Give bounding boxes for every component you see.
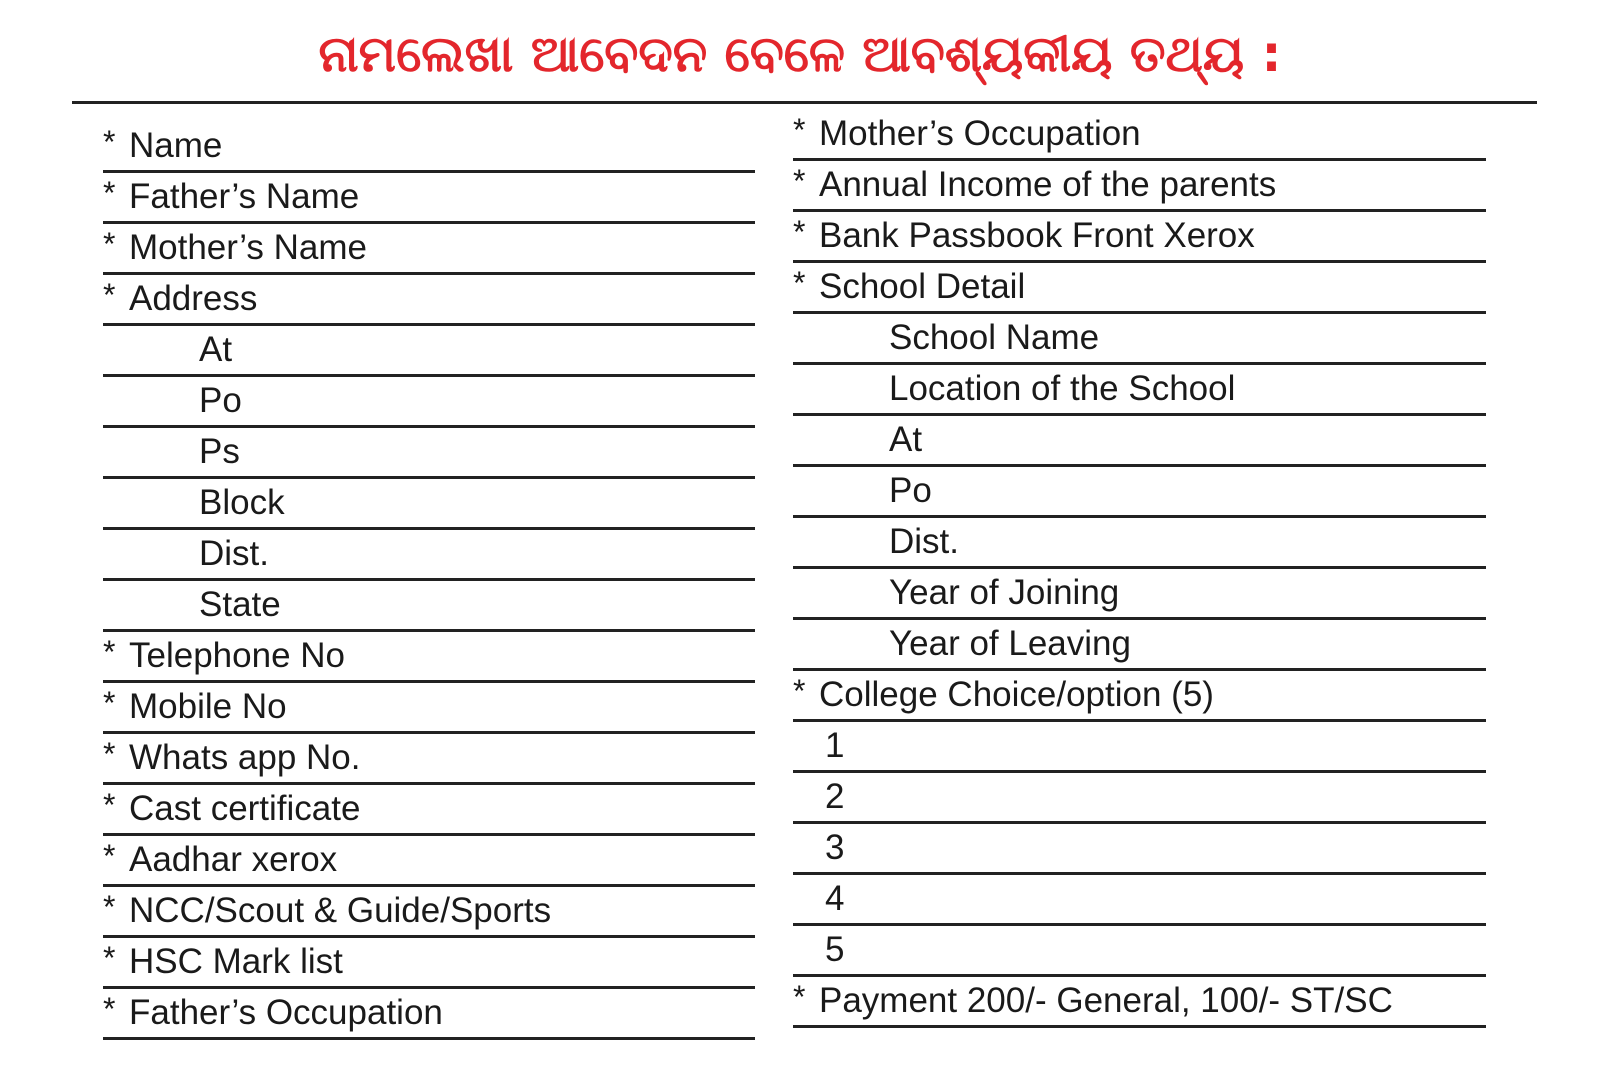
field-row-telephone-no xyxy=(103,632,755,683)
field-row-year-of-leaving xyxy=(793,620,1486,671)
field-row-address xyxy=(103,275,755,326)
field-label: Year of Leaving xyxy=(889,624,1131,663)
field-row-dist xyxy=(103,530,755,581)
required-marker: * xyxy=(793,112,806,148)
field-label: Dist. xyxy=(889,522,959,561)
field-label: Block xyxy=(199,483,285,522)
field-label: Name xyxy=(129,126,223,165)
field-label: Aadhar xerox xyxy=(129,840,338,879)
field-row-mobile-no xyxy=(103,683,755,734)
field-row-father-s-occupation xyxy=(103,989,755,1040)
required-marker: * xyxy=(793,163,806,199)
field-row-4 xyxy=(793,875,1486,926)
required-marker: * xyxy=(103,226,116,262)
field-label: NCC/Scout & Guide/Sports xyxy=(129,891,552,930)
field-label: At xyxy=(199,330,233,369)
field-row-whats-app-no xyxy=(103,734,755,785)
field-label: Mobile No xyxy=(129,687,287,726)
required-marker: * xyxy=(793,265,806,301)
field-row-mother-s-occupation xyxy=(793,110,1486,161)
field-row-cast-certificate xyxy=(103,785,755,836)
field-row-annual-income-of-the-parents xyxy=(793,161,1486,212)
field-label: 5 xyxy=(825,930,845,969)
field-label: Year of Joining xyxy=(889,573,1120,612)
required-marker: * xyxy=(103,685,116,721)
field-row-ncc-scout-guide-sports xyxy=(103,887,755,938)
field-row-mother-s-name xyxy=(103,224,755,275)
required-marker: * xyxy=(103,736,116,772)
field-label: HSC Mark list xyxy=(129,942,343,981)
field-label: Mother’s Occupation xyxy=(819,114,1141,153)
field-label: State xyxy=(199,585,281,624)
field-label: Father’s Occupation xyxy=(129,993,443,1032)
field-label: Payment 200/- General, 100/- ST/SC xyxy=(819,981,1393,1020)
field-label: 2 xyxy=(825,777,845,816)
field-row-state xyxy=(103,581,755,632)
form-title: ନାମଲେଖା ଆବେଦନ ବେଳେ ଆବଶ୍ୟକୀୟ ତଥ୍ୟ : xyxy=(318,25,1282,83)
field-row-1 xyxy=(793,722,1486,773)
field-row-year-of-joining xyxy=(793,569,1486,620)
required-marker: * xyxy=(103,787,116,823)
field-row-name xyxy=(103,122,755,173)
field-row-hsc-mark-list xyxy=(103,938,755,989)
field-label: 3 xyxy=(825,828,845,867)
field-row-dist xyxy=(793,518,1486,569)
field-label: Ps xyxy=(199,432,240,471)
required-marker: * xyxy=(103,277,116,313)
field-label: Whats app No. xyxy=(129,738,361,777)
field-row-college-choice-option-5 xyxy=(793,671,1486,722)
field-label: 4 xyxy=(825,879,845,918)
field-label: Father’s Name xyxy=(129,177,360,216)
field-label: Po xyxy=(889,471,932,510)
required-marker: * xyxy=(793,979,806,1015)
field-label: College Choice/option (5) xyxy=(819,675,1214,714)
field-row-bank-passbook-front-xerox xyxy=(793,212,1486,263)
required-marker: * xyxy=(103,634,116,670)
field-row-aadhar-xerox xyxy=(103,836,755,887)
required-marker: * xyxy=(103,124,116,160)
title-divider xyxy=(72,101,1537,104)
required-marker: * xyxy=(103,889,116,925)
required-marker: * xyxy=(103,940,116,976)
field-label: School Detail xyxy=(819,267,1026,306)
required-marker: * xyxy=(103,838,116,874)
field-row-3 xyxy=(793,824,1486,875)
field-row-block xyxy=(103,479,755,530)
field-label: Cast certificate xyxy=(129,789,361,828)
field-label: Po xyxy=(199,381,242,420)
field-row-5 xyxy=(793,926,1486,977)
field-label: At xyxy=(889,420,923,459)
field-label: School Name xyxy=(889,318,1100,357)
field-label: Dist. xyxy=(199,534,269,573)
field-row-at xyxy=(103,326,755,377)
field-row-school-name xyxy=(793,314,1486,365)
field-row-at xyxy=(793,416,1486,467)
left-field-list xyxy=(103,122,755,1040)
field-row-location-of-the-school xyxy=(793,365,1486,416)
required-marker: * xyxy=(793,214,806,250)
field-row-father-s-name xyxy=(103,173,755,224)
field-label: Annual Income of the parents xyxy=(819,165,1277,204)
field-row-payment-200-general-100-st-sc xyxy=(793,977,1486,1028)
required-marker: * xyxy=(103,991,116,1027)
right-field-list xyxy=(793,110,1486,1028)
field-row-2 xyxy=(793,773,1486,824)
field-label: 1 xyxy=(825,726,845,765)
field-row-ps xyxy=(103,428,755,479)
field-label: Bank Passbook Front Xerox xyxy=(819,216,1255,255)
field-label: Telephone No xyxy=(129,636,345,675)
field-row-po xyxy=(103,377,755,428)
required-marker: * xyxy=(103,175,116,211)
field-row-school-detail xyxy=(793,263,1486,314)
field-label: Location of the School xyxy=(889,369,1236,408)
field-row-po xyxy=(793,467,1486,518)
required-marker: * xyxy=(793,673,806,709)
field-label: Mother’s Name xyxy=(129,228,367,267)
field-label: Address xyxy=(129,279,258,318)
